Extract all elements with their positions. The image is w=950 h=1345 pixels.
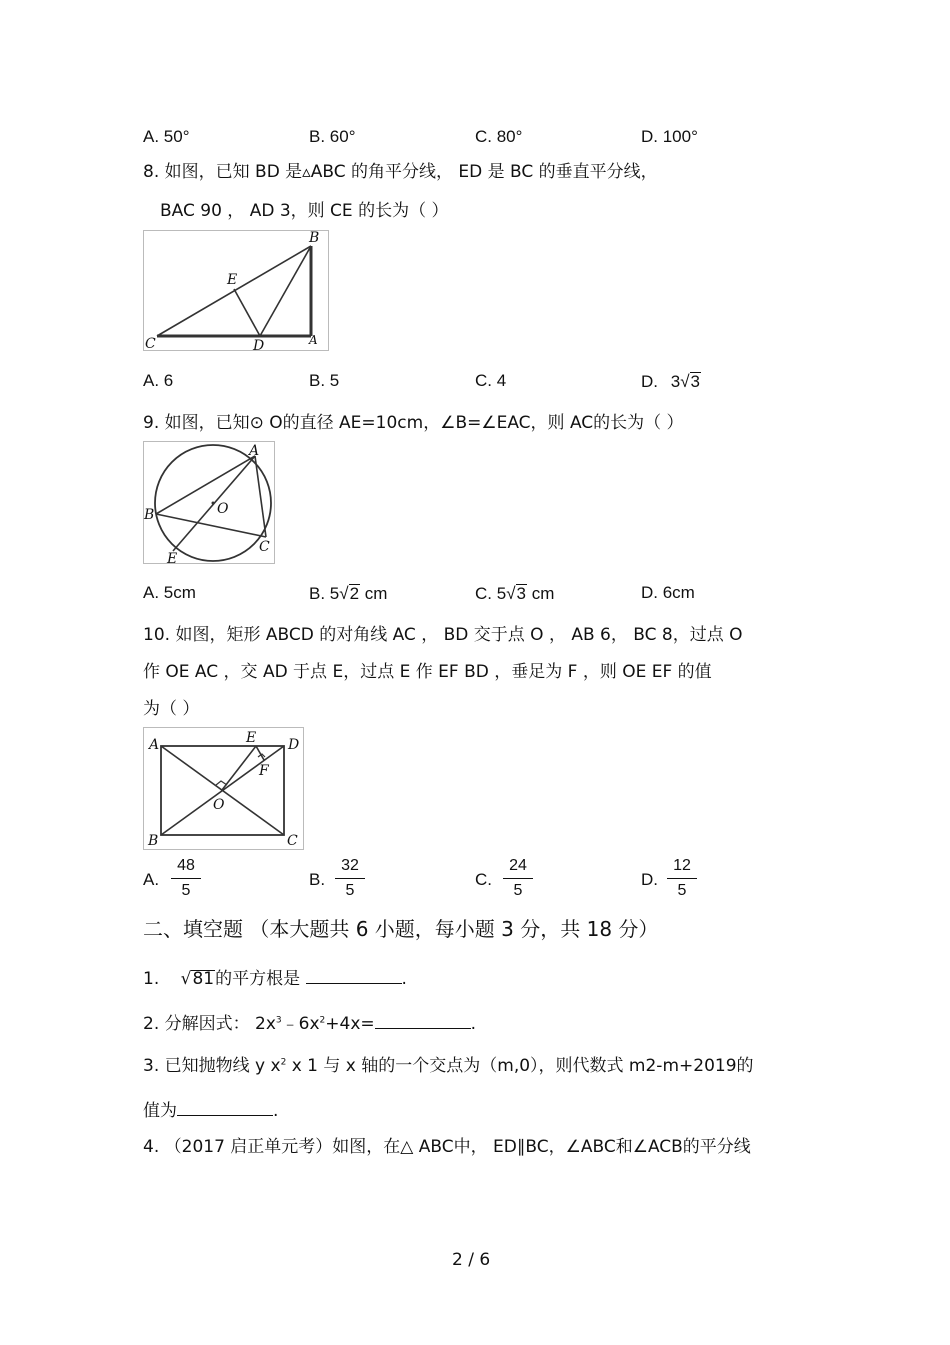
q8-figure <box>143 230 331 354</box>
label-b: B <box>309 230 320 246</box>
option-d-coef: 3 <box>670 372 681 391</box>
q8-stem-line2: BAC 90 ， AD 3，则 CE 的长为（ ） <box>160 201 449 221</box>
q9-option-c <box>475 584 554 602</box>
q10-option-a-fraction <box>171 857 201 900</box>
q3-exponent: 2 <box>280 1057 287 1068</box>
q1-text: 的平方根是 <box>215 969 301 989</box>
q3-text-c: 值为 <box>143 1101 177 1121</box>
page-number: 2 / 6 <box>452 1250 491 1270</box>
option-b-prefix: B. 5 <box>309 584 340 603</box>
q9-figure <box>143 441 276 565</box>
section-title: 二、填空题 （本大题共 6 小题，每小题 3 分，共 18 分） <box>143 917 659 941</box>
label-c: C <box>145 336 156 352</box>
option-b-unit: cm <box>364 584 388 603</box>
denominator: 5 <box>345 882 355 899</box>
q2-exponent-2: 2 <box>319 1015 326 1026</box>
label-o: O <box>213 797 225 813</box>
sqrt-icon: √3 <box>506 584 526 603</box>
option-c-prefix: C. 5 <box>475 584 507 603</box>
numerator: 48 <box>171 857 201 879</box>
numerator: 32 <box>335 857 365 879</box>
segment-ed <box>234 289 260 336</box>
q1-end: . <box>401 969 407 989</box>
segment-ab <box>156 456 255 514</box>
label-d: D <box>253 338 265 354</box>
segment-bd <box>260 246 311 336</box>
option-c-radicand: 3 <box>516 584 526 603</box>
label-b: B <box>148 833 159 849</box>
label-b: B <box>144 507 155 523</box>
right-angle-mark-o <box>216 781 227 785</box>
option-b-radicand: 2 <box>349 584 360 603</box>
q10-option-b-fraction <box>335 857 365 900</box>
numerator: 24 <box>503 857 533 879</box>
q7-option-b: B. 60° <box>309 127 356 146</box>
q2-tail: +4x= <box>325 1014 375 1034</box>
label-e: E <box>246 730 257 746</box>
denominator: 5 <box>181 882 191 899</box>
q10-stem-line3: 为（ ） <box>143 699 200 719</box>
label-c: C <box>287 833 298 849</box>
segment-ac <box>255 456 266 537</box>
segment-cb <box>157 246 311 336</box>
label-e: E <box>227 272 238 288</box>
label-o: O <box>217 501 229 517</box>
answer-blank[interactable] <box>177 1101 273 1116</box>
label-a: A <box>149 737 160 753</box>
q3-text-a: 3. 已知抛物线 y x <box>143 1056 281 1076</box>
q2-exponent-3: 3 <box>275 1015 282 1026</box>
sqrt-icon: √81 <box>180 969 215 989</box>
q9-stem: 9. 如图，已知⊙ O的直径 AE=10cm，∠B=∠EAC，则 AC的长为（ ） <box>143 413 684 433</box>
q10-stem-line1: 10. 如图，矩形 ABCD 的对角线 AC ， BD 交于点 O ， AB 6， BC 8，过点 O <box>143 625 743 645</box>
denominator: 5 <box>677 882 687 899</box>
label-a: A <box>309 333 318 347</box>
q10-option-c-fraction <box>503 857 533 900</box>
q7-option-c: C. 80° <box>475 127 523 146</box>
fill-q2 <box>143 1014 476 1033</box>
q2-end: . <box>470 1014 477 1034</box>
q1-number: 1. <box>143 969 160 989</box>
q8-option-a: A. 6 <box>143 371 174 390</box>
segment-ef <box>256 746 264 760</box>
q1-radicand: 81 <box>192 969 215 989</box>
label-c: C <box>259 539 270 555</box>
label-d: D <box>288 737 300 753</box>
q10-stem-line2: 作 OE AC ，交 AD 于点 E，过点 E 作 EF BD ，垂足为 F ，则 OE EF 的值 <box>143 662 712 682</box>
q10-option-d-fraction <box>667 857 697 900</box>
option-d-letter: D. <box>641 372 658 391</box>
label-e: E <box>167 551 178 565</box>
q7-option-d: D. 100° <box>641 127 698 146</box>
fill-q3-line2 <box>143 1101 278 1120</box>
center-o <box>212 502 215 505</box>
q8-option-d <box>641 372 701 390</box>
answer-blank[interactable] <box>306 969 402 984</box>
q8-stem-line1: 8. 如图，已知 BD 是▵ABC 的角平分线， ED 是 BC 的垂直平分线， <box>143 162 658 182</box>
q7-option-a: A. 50° <box>143 127 190 146</box>
label-f: F <box>259 763 269 779</box>
q9-option-d: D. 6cm <box>641 583 695 602</box>
answer-blank[interactable] <box>375 1014 471 1029</box>
q9-option-b <box>309 584 387 602</box>
sqrt-icon: √3 <box>680 372 701 391</box>
segment-oe <box>222 746 256 790</box>
option-d-radicand: 3 <box>690 372 701 391</box>
fill-q1 <box>143 969 407 988</box>
q9-option-a: A. 5cm <box>143 583 196 602</box>
q8-option-b: B. 5 <box>309 371 340 390</box>
q10-option-c-letter: C. <box>475 870 492 889</box>
fill-q3-line1 <box>143 1058 754 1075</box>
q2-text: 2. 分解因式： 2x <box>143 1014 276 1034</box>
sqrt-icon: √2 <box>339 584 360 603</box>
q2-mid: ﹣6x <box>281 1014 320 1034</box>
q3-text-b: x 1 与 x 轴的一个交点为（m,0），则代数式 m2-m+2019的 <box>286 1056 754 1076</box>
q3-end: . <box>273 1101 279 1121</box>
q10-figure <box>143 727 305 851</box>
q10-option-b-letter: B. <box>309 870 326 889</box>
label-a: A <box>249 443 260 459</box>
segment-bc <box>156 514 266 537</box>
denominator: 5 <box>513 882 523 899</box>
fill-q4: 4. （2017 启正单元考）如图，在△ ABC中， ED∥BC，∠ABC和∠ACB的平分线 <box>143 1137 751 1157</box>
numerator: 12 <box>667 857 697 879</box>
option-c-unit: cm <box>531 584 555 603</box>
q8-option-c: C. 4 <box>475 371 507 390</box>
q10-option-d-letter: D. <box>641 870 658 889</box>
q10-option-a-letter: A. <box>143 870 160 889</box>
